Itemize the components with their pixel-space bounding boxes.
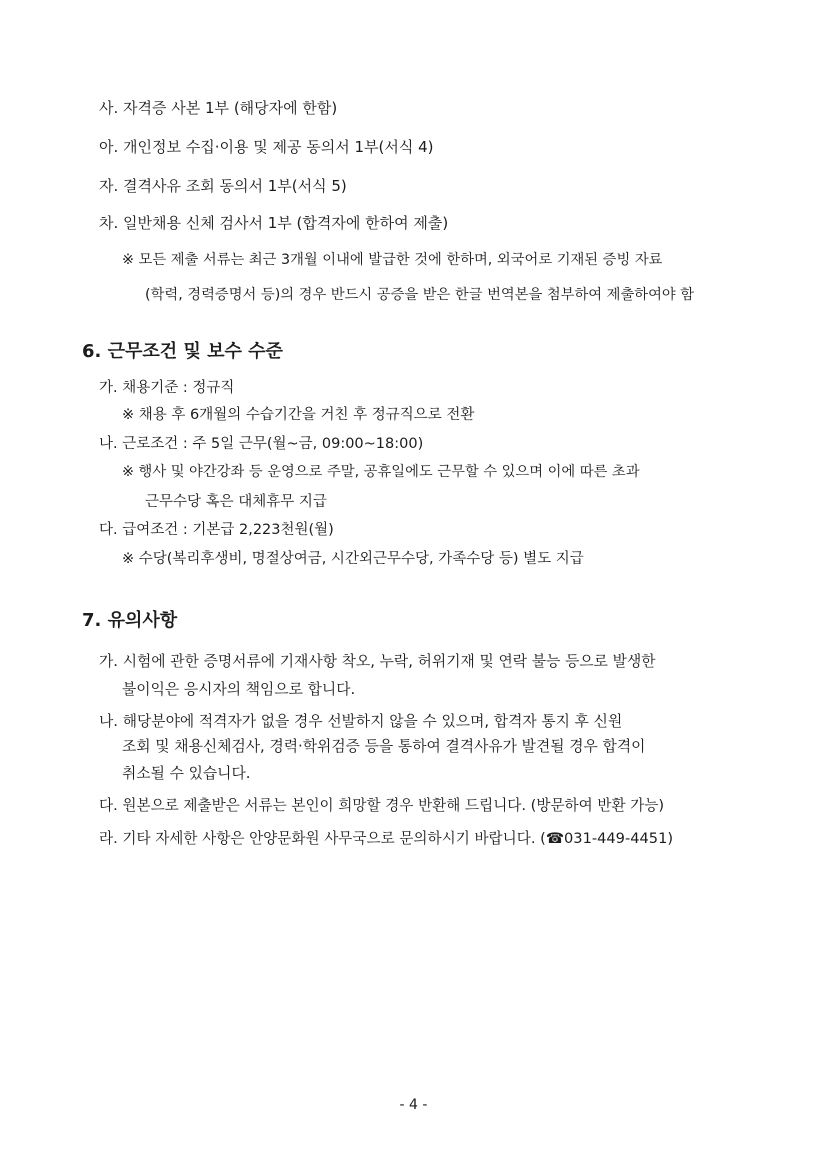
submission-note-line1: ※ 모든 제출 서류는 최근 3개월 이내에 발급한 것에 한하며, 외국어로 기재된 증빙 자료 <box>122 252 663 268</box>
working-conditions: 나. 근로조건 : 주 5일 근무(월~금, 09:00~18:00) <box>99 436 424 452</box>
notice-item-2-line3: 취소될 수 있습니다. <box>122 765 251 782</box>
submission-note-line2: (학력, 경력증명서 등)의 경우 반드시 공증을 받은 한글 번역본을 첨부하여 제출하여야 함 <box>145 287 695 303</box>
list-item-sa: 사. 자격증 사본 1부 (해당자에 한함) <box>99 99 338 117</box>
list-item-ja: 자. 결격사유 조회 동의서 1부(서식 5) <box>99 177 347 195</box>
salary-conditions: 다. 급여조건 : 기본급 2,223천원(월) <box>99 522 334 538</box>
notice-item-1-line2: 불이익은 응시자의 책임으로 합니다. <box>122 681 356 698</box>
notice-item-2-line2: 조회 및 채용신체검사, 경력·학위검증 등을 통하여 결격사유가 발견될 경우 합격이 <box>122 738 646 755</box>
list-item-a: 아. 개인정보 수집·이용 및 제공 동의서 1부(서식 4) <box>99 138 434 156</box>
probation-note: ※ 채용 후 6개월의 수습기간을 거친 후 정규직으로 전환 <box>122 407 475 423</box>
notice-item-1-line1: 가. 시험에 관한 증명서류에 기재사항 착오, 누락, 허위기재 및 연락 불능 등으로 발생한 <box>99 653 656 670</box>
notice-item-2-line1: 나. 해당분야에 적격자가 없을 경우 선발하지 않을 수 있으며, 합격자 통지 후 신원 <box>99 713 623 730</box>
section-heading-6: 6. 근무조건 및 보수 수준 <box>82 341 283 362</box>
overtime-note-line2: 근무수당 혹은 대체휴무 지급 <box>145 494 327 510</box>
section-heading-7: 7. 유의사항 <box>82 610 178 631</box>
allowance-note: ※ 수당(복리후생비, 명절상여금, 시간외근무수당, 가족수당 등) 별도 지급 <box>122 551 584 567</box>
notice-item-3: 다. 원본으로 제출받은 서류는 본인이 희망할 경우 반환해 드립니다. (방문하여 반환 가능) <box>99 797 665 814</box>
employment-type: 가. 채용기준 : 정규직 <box>99 380 235 396</box>
list-item-cha: 차. 일반채용 신체 검사서 1부 (합격자에 한하여 제출) <box>99 214 449 232</box>
overtime-note-line1: ※ 행사 및 야간강좌 등 운영으로 주말, 공휴일에도 근무할 수 있으며 이에 따른 초과 <box>122 464 640 480</box>
notice-item-4: 라. 기타 자세한 사항은 안양문화원 사무국으로 문의하시기 바랍니다. (☎031-449-4451) <box>99 830 674 847</box>
page-number: - 4 - <box>399 1097 428 1113</box>
